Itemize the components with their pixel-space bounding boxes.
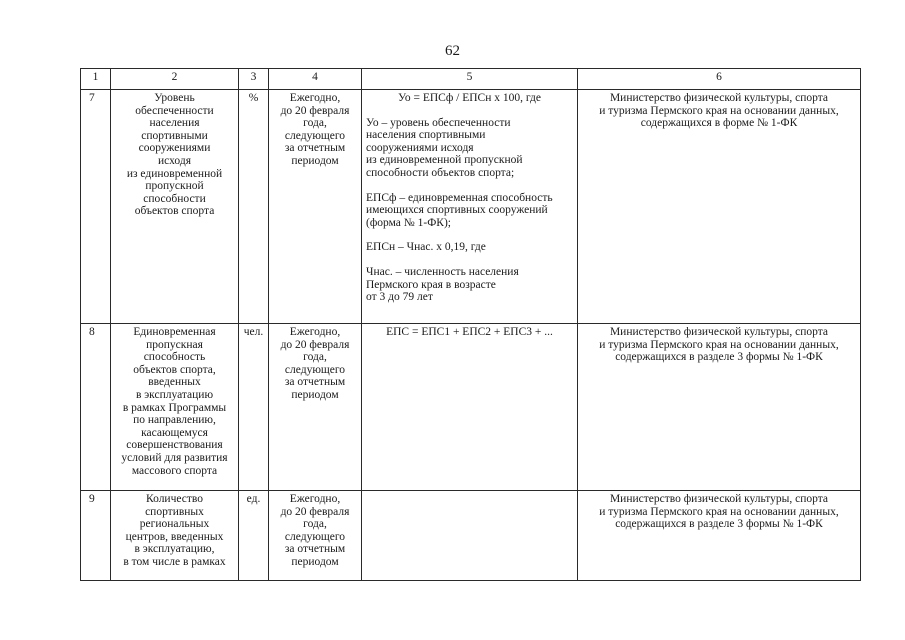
text-line: в том числе в рамках (123, 555, 226, 568)
formula-paragraph (366, 192, 573, 230)
text-line: условий для развития (121, 451, 228, 464)
reporting-period (269, 324, 362, 491)
formula-line: ЕПС = ЕПС1 + ЕПС2 + ЕПС3 + ... (386, 326, 553, 338)
text-line: до 20 февраля (280, 505, 350, 518)
text-line: спортивными (141, 129, 208, 142)
column-header: 6 (578, 69, 861, 90)
column-header: 3 (239, 69, 269, 90)
formula-line: (форма № 1-ФК); (366, 216, 451, 229)
text-line: до 20 февраля (280, 104, 350, 117)
formula-line: Уо = ЕПСф / ЕПСн х 100, где (398, 92, 541, 104)
text-line: за отчетным (284, 543, 346, 556)
formula-line: от 3 до 79 лет (366, 291, 433, 304)
formula-line: способности объектов спорта; (366, 166, 515, 179)
row-number: 7 (81, 90, 111, 324)
text-line: Ежегодно, (289, 493, 341, 505)
text-line: совершенствования (126, 439, 223, 452)
formula-line: ЕПСф – единовременная способность (366, 191, 553, 204)
column-header: 2 (111, 69, 239, 90)
reporting-period (269, 491, 362, 581)
formula-paragraph (366, 92, 573, 105)
text-line: пропускная (146, 338, 203, 351)
text-line: содержащихся в разделе 3 формы № 1-ФК (615, 518, 823, 531)
formula-line: имеющихся спортивных сооружений (366, 204, 548, 217)
indicator-table (80, 68, 861, 581)
formula-line: сооружениями исходя (366, 141, 474, 154)
calculation-formula (362, 90, 578, 324)
row-number: 8 (81, 324, 111, 491)
text-line: обеспеченности (135, 104, 214, 117)
calculation-formula (362, 324, 578, 491)
text-line: способности (143, 192, 206, 205)
text-line: до 20 февраля (280, 338, 350, 351)
formula-paragraph (366, 241, 573, 254)
text-line: содержащихся в форме № 1-ФК (640, 117, 798, 130)
reporting-period (269, 90, 362, 324)
text-line: населения (149, 117, 200, 130)
text-line: и туризма Пермского края на основании данных, (599, 104, 839, 117)
text-line: по направлению, (133, 414, 216, 427)
formula-paragraph (366, 326, 573, 339)
indicator-name (111, 90, 239, 324)
column-header: 1 (81, 69, 111, 90)
text-line: следующего (284, 363, 346, 376)
table-row (81, 324, 861, 491)
formula-paragraph (366, 266, 573, 304)
text-line: Ежегодно, (289, 92, 341, 104)
text-line: объектов спорта (134, 205, 215, 218)
text-line: объектов спорта, (133, 363, 216, 376)
formula-line: ЕПСн – Чнас. х 0,19, где (366, 241, 486, 254)
unit: чел. (239, 324, 269, 491)
text-line: региональных (139, 518, 210, 531)
calculation-formula (362, 491, 578, 581)
text-line: года, (303, 518, 327, 531)
column-header: 4 (269, 69, 362, 90)
text-line: года, (303, 117, 327, 130)
indicator-name (111, 324, 239, 491)
text-line: за отчетным (284, 142, 346, 155)
data-source (578, 324, 861, 491)
table-row (81, 491, 861, 581)
text-line: Единовременная (133, 326, 216, 338)
text-line: центров, введенных (125, 530, 224, 543)
text-line: в эксплуатацию, (134, 543, 215, 556)
text-line: Министерство физической культуры, спорта (609, 92, 829, 104)
text-line: и туризма Пермского края на основании данных, (599, 338, 839, 351)
text-line: из единовременной (126, 167, 223, 180)
text-line: Уровень (154, 92, 195, 104)
text-line: Министерство физической культуры, спорта (609, 326, 829, 338)
table-header-row (81, 69, 861, 90)
text-line: следующего (284, 129, 346, 142)
table-row (81, 90, 861, 324)
text-line: пропускной (145, 180, 204, 193)
text-line: способность (143, 351, 206, 364)
text-line: Министерство физической культуры, спорта (609, 493, 829, 505)
data-source (578, 90, 861, 324)
unit: ед. (239, 491, 269, 581)
text-line: спортивных (145, 505, 204, 518)
formula-line: населения спортивными (366, 129, 486, 142)
formula-line: Пермского края в возрасте (366, 278, 496, 291)
text-line: следующего (284, 530, 346, 543)
text-line: касающемуся (141, 426, 208, 439)
text-line: и туризма Пермского края на основании данных, (599, 505, 839, 518)
text-line: Количество (146, 493, 203, 505)
row-number: 9 (81, 491, 111, 581)
text-line: содержащихся в разделе 3 формы № 1-ФК (615, 351, 823, 364)
formula-line: Чнас. – численность населения (366, 265, 519, 278)
data-source (578, 491, 861, 581)
text-line: введенных (148, 376, 201, 389)
text-line: года, (303, 351, 327, 364)
text-line: массового спорта (131, 464, 218, 477)
text-line: Ежегодно, (289, 326, 341, 338)
formula-paragraph (366, 117, 573, 180)
text-line: сооружениями (138, 142, 211, 155)
column-header: 5 (362, 69, 578, 90)
unit: % (239, 90, 269, 324)
text-line: периодом (291, 388, 339, 401)
text-line: в рамках Программы (122, 401, 227, 414)
text-line: за отчетным (284, 376, 346, 389)
formula-line: Уо – уровень обеспеченности (366, 116, 511, 129)
page-number: 62 (445, 43, 460, 59)
formula-line: из единовременной пропускной (366, 154, 523, 167)
indicator-name (111, 491, 239, 581)
text-line: периодом (291, 154, 339, 167)
text-line: периодом (291, 555, 339, 568)
text-line: исходя (158, 154, 191, 167)
text-line: в эксплуатацию (135, 388, 214, 401)
